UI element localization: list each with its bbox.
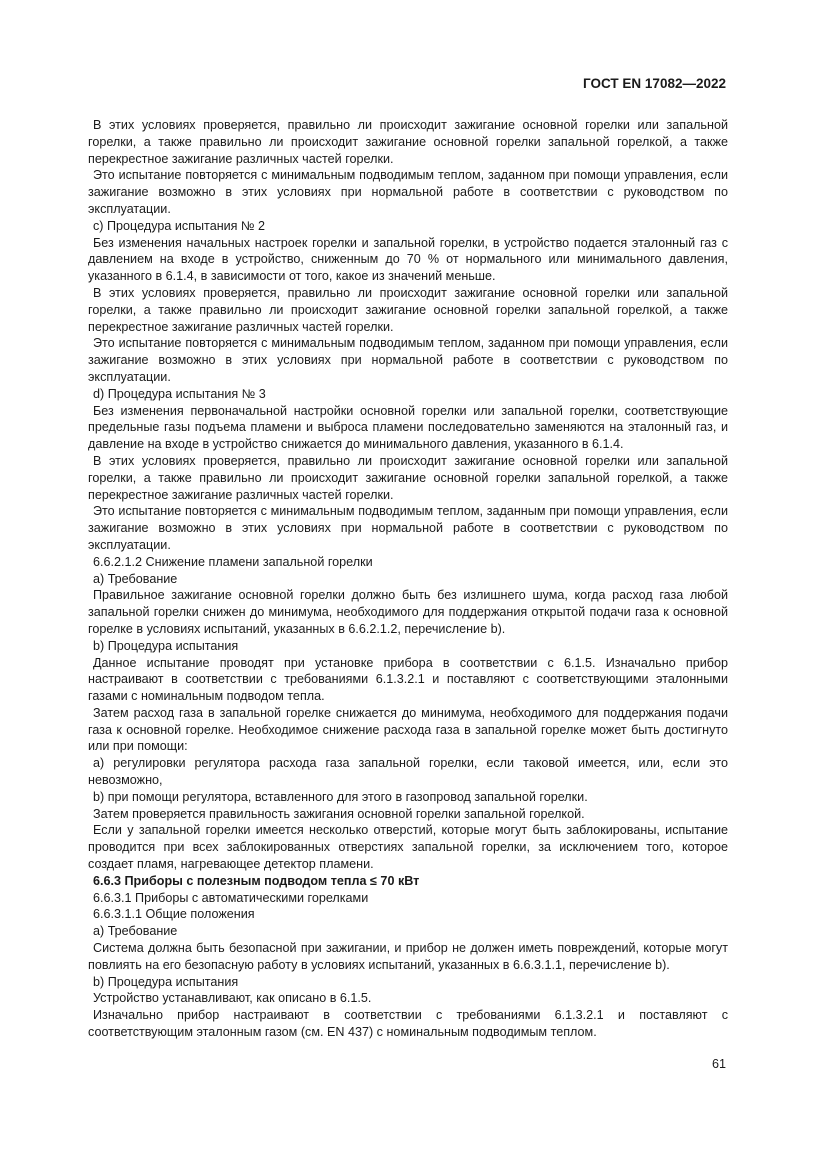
page-number: 61 bbox=[711, 1057, 726, 1071]
paragraph: Изначально прибор настраивают в соответствии с требованиями 6.1.3.2.1 и поставляют с соответствующим эталонным газом (см. EN 437) с номинальным подводимым теплом. bbox=[88, 1008, 728, 1040]
section-heading-bold: 6.6.3 Приборы с полезным подводом тепла ≤ 70 кВт bbox=[93, 873, 420, 888]
list-item: b) Процедура испытания bbox=[93, 638, 239, 653]
paragraph: Это испытание повторяется с минимальным подводимым теплом, заданном при помощи управления, если зажигание возможно в этих условиях при нормальной работе в соответствии с руководством по эксплуатации. bbox=[88, 168, 728, 216]
paragraph: В этих условиях проверяется, правильно ли происходит зажигание основной горелки или запальной горелки, а также правильно ли происходит зажигание основной горелки запальной горелкой, а также перекрестное зажигание различных частей горелки. bbox=[88, 453, 728, 502]
paragraph: Это испытание повторяется с минимальным подводимым теплом, заданном при помощи управления, если зажигание возможно в этих условиях при нормальной работе в соответствии с руководством по эксплуатации. bbox=[88, 336, 728, 384]
paragraph: Без изменения начальных настроек горелки и запальной горелки, в устройство подается эталонный газ с давлением на входе в устройство, сниженным до 70 % от нормального или минимального давления, указанного в 6.1.4, в зависимости от того, какое из значений меньше. bbox=[88, 235, 728, 284]
paragraph: Устройство устанавливают, как описано в 6.1.5. bbox=[93, 991, 372, 1006]
paragraph: Затем расход газа в запальной горелке снижается до минимума, необходимого для поддержания подачи газа к основной горелке. Необходимое снижение расхода газа в запальной горелке может быть достигнуто или при помощи: bbox=[88, 705, 728, 754]
section-heading: 6.6.2.1.2 Снижение пламени запальной горелки bbox=[93, 554, 373, 569]
document-header: ГОСТ EN 17082—2022 bbox=[583, 76, 726, 91]
list-item: b) Процедура испытания bbox=[93, 974, 239, 989]
paragraph: Если у запальной горелки имеется несколько отверстий, которые могут быть заблокированы, испытание проводится при всех заблокированных отверстиях запальной горелки, за исключением того, которое создает пламя, нагревающее детектор пламени. bbox=[88, 823, 728, 872]
list-item: b) при помощи регулятора, вставленного для этого в газопровод запальной горелки. bbox=[93, 789, 588, 804]
list-item: a) Требование bbox=[93, 924, 178, 939]
list-item: a) регулировки регулятора расхода газа запальной горелки, если таковой имеется, или, если это невозможно, bbox=[88, 756, 728, 788]
list-item: d) Процедура испытания № 3 bbox=[93, 386, 266, 401]
document-body bbox=[88, 117, 728, 1041]
paragraph: Система должна быть безопасной при зажигании, и прибор не должен иметь повреждений, которые могут повлиять на его безопасную работу в условиях испытаний, указанных в 6.6.3.1.1, перечисление b). bbox=[88, 941, 728, 972]
paragraph: Без изменения первоначальной настройки основной горелки или запальной горелки, соответствующие предельные газы подъема пламени и выброса пламени последовательно заменяются на эталонный газ, и давление на входе в устройство снижается до минимального давления, указанного в 6.1.4. bbox=[88, 403, 728, 452]
paragraph: В этих условиях проверяется, правильно ли происходит зажигание основной горелки или запальной горелки, а также правильно ли происходит зажигание основной горелки запальной горелкой, а также перекрестное зажигание различных частей горелки. bbox=[88, 118, 728, 166]
paragraph: Затем проверяется правильность зажигания основной горелки запальной горелкой. bbox=[93, 806, 585, 821]
list-item: c) Процедура испытания № 2 bbox=[93, 218, 266, 233]
list-item: a) Требование bbox=[93, 571, 178, 586]
paragraph: Правильное зажигание основной горелки должно быть без излишнего шума, когда расход газа любой запальной горелки снижен до минимума, необходимого для поддержания открытой подачи газа к основной горелке в условиях испытаний, указанных в 6.6.2.1.2, перечисление b). bbox=[88, 588, 728, 636]
paragraph: Это испытание повторяется с минимальным подводимым теплом, заданным при помощи управления, если зажигание возможно в этих условиях при нормальной работе в соответствии с руководством по эксплуатации. bbox=[88, 504, 728, 552]
paragraph: В этих условиях проверяется, правильно ли происходит зажигание основной горелки или запальной горелки, а также правильно ли происходит зажигание основной горелки запальной горелкой, а также перекрестное зажигание различных частей горелки. bbox=[88, 285, 728, 334]
paragraph: Данное испытание проводят при установке прибора в соответствии с 6.1.5. Изначально прибор настраивают в соответствии с требованиями 6.1.3.2.1 и поставляют с соответствующими эталонными газами с номинальным подводом тепла. bbox=[88, 655, 728, 704]
section-heading: 6.6.3.1 Приборы с автоматическими горелками bbox=[93, 890, 369, 905]
section-heading: 6.6.3.1.1 Общие положения bbox=[93, 907, 255, 922]
